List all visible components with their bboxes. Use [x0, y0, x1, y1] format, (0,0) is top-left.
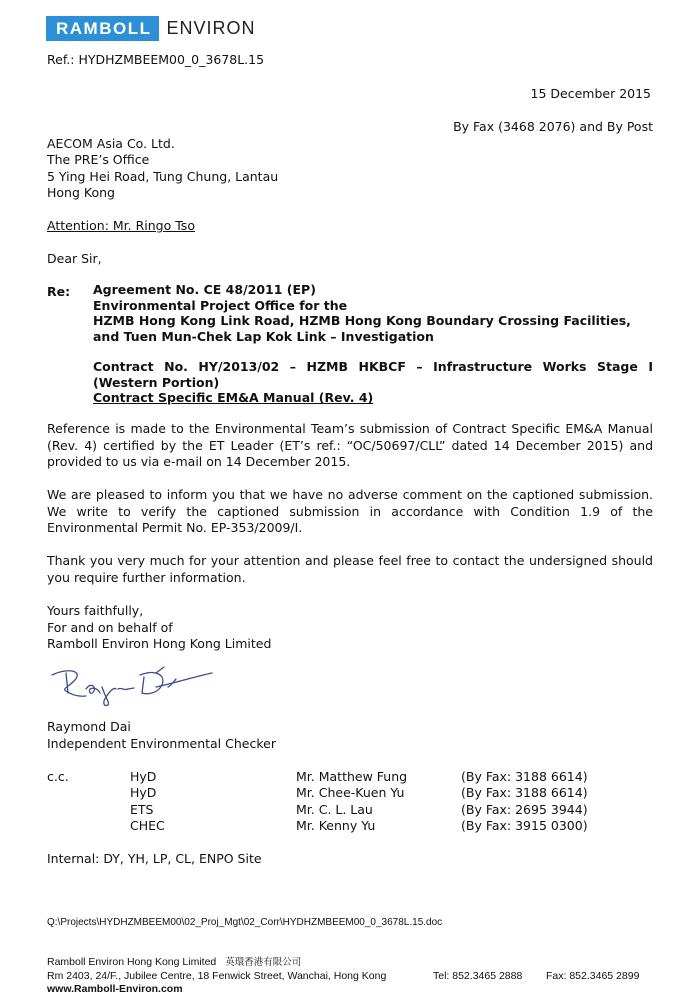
signatory-title: Independent Environmental Checker	[47, 736, 276, 751]
body-paragraph: We are pleased to inform you that we have no adverse comment on the captioned submission. We write to verify the captioned submission in accordance with Condition 1.9 of the Environmental Permit No. EP-353/2009/I.	[47, 487, 653, 535]
salutation: Dear Sir,	[47, 251, 102, 266]
cc-fax: (By Fax: 2695 3944)	[461, 802, 588, 817]
re-label: Re:	[47, 284, 71, 299]
address-line: The PRE’s Office	[47, 152, 150, 167]
file-path: Q:\Projects\HYDHZMBEEM00\02_Proj_Mgt\02_Corr\HYDHZMBEEM00_0_3678L.15.doc	[47, 917, 443, 928]
footer-website: www.Ramboll-Environ.com	[47, 983, 183, 995]
cc-person: Mr. C. L. Lau	[296, 802, 373, 817]
address-line: Hong Kong	[47, 185, 115, 200]
footer-company-chinese: 英環香港有限公司	[225, 957, 302, 968]
footer-company	[47, 954, 301, 968]
cc-fax: (By Fax: 3188 6614)	[461, 769, 588, 784]
handwritten-signature	[44, 663, 219, 708]
cc-fax: (By Fax: 3188 6614)	[461, 785, 588, 800]
reference-number: Ref.: HYDHZMBEEM00_0_3678L.15	[47, 52, 265, 67]
subject-line: HZMB Hong Kong Link Road, HZMB Hong Kong Boundary Crossing Facilities,	[93, 313, 631, 329]
logo-brand: RAMBOLL	[46, 16, 159, 41]
cc-person: Mr. Kenny Yu	[296, 818, 376, 833]
cc-label: c.c.	[47, 769, 69, 784]
cc-organisation: HyD	[130, 769, 157, 784]
cc-organisation: CHEC	[130, 818, 165, 833]
address-line: AECOM Asia Co. Ltd.	[47, 136, 175, 151]
company-logo	[46, 16, 256, 41]
logo-suffix: ENVIRON	[166, 18, 256, 38]
subject-line: and Tuen Mun-Chek Lap Kok Link – Investigation	[93, 328, 434, 344]
closing-line: For and on behalf of	[47, 620, 173, 635]
delivery-method: By Fax (3468 2076) and By Post	[453, 119, 653, 134]
address-line: 5 Ying Hei Road, Tung Chung, Lantau	[47, 169, 279, 184]
contract-subtitle: (Western Portion)	[93, 374, 220, 390]
cc-fax: (By Fax: 3915 0300)	[461, 818, 588, 833]
cc-organisation: HyD	[130, 785, 157, 800]
body-paragraph: Thank you very much for your attention and please feel free to contact the undersigned should you require further information.	[47, 553, 653, 585]
cc-person: Mr. Chee-Kuen Yu	[296, 785, 405, 800]
body-paragraph: Reference is made to the Environmental Team’s submission of Contract Specific EM&A Manual (Rev. 4) certified by the ET Leader (ET’s ref.: “OC/50697/CLL” dated 14 December 2015) and provided to us via e-mail on 14 December 2015.	[47, 421, 653, 469]
attention-line: Attention: Mr. Ringo Tso	[47, 218, 195, 233]
document-title: Contract Specific EM&A Manual (Rev. 4)	[93, 390, 374, 406]
footer-fax: Fax: 852.3465 2899	[546, 970, 640, 982]
footer-address: Rm 2403, 24/F., Jubilee Centre, 18 Fenwick Street, Wanchai, Hong Kong	[47, 970, 387, 982]
signatory-name: Raymond Dai	[47, 719, 131, 734]
internal-distribution: Internal: DY, YH, LP, CL, ENPO Site	[47, 851, 262, 866]
footer-tel: Tel: 852.3465 2888	[433, 970, 523, 982]
closing-line: Ramboll Environ Hong Kong Limited	[47, 636, 272, 651]
letter-date: 15 December 2015	[530, 86, 651, 101]
footer-company-name: Ramboll Environ Hong Kong Limited	[47, 956, 217, 968]
closing-line: Yours faithfully,	[47, 603, 144, 618]
cc-person: Mr. Matthew Fung	[296, 769, 408, 784]
contract-title: Contract No. HY/2013/02 – HZMB HKBCF – Infrastructure Works Stage I	[93, 359, 653, 374]
subject-line: Agreement No. CE 48/2011 (EP)	[93, 282, 316, 297]
subject-block	[93, 282, 631, 344]
contract-block	[93, 359, 653, 406]
subject-line: Environmental Project Office for the	[93, 297, 348, 313]
cc-organisation: ETS	[130, 802, 154, 817]
